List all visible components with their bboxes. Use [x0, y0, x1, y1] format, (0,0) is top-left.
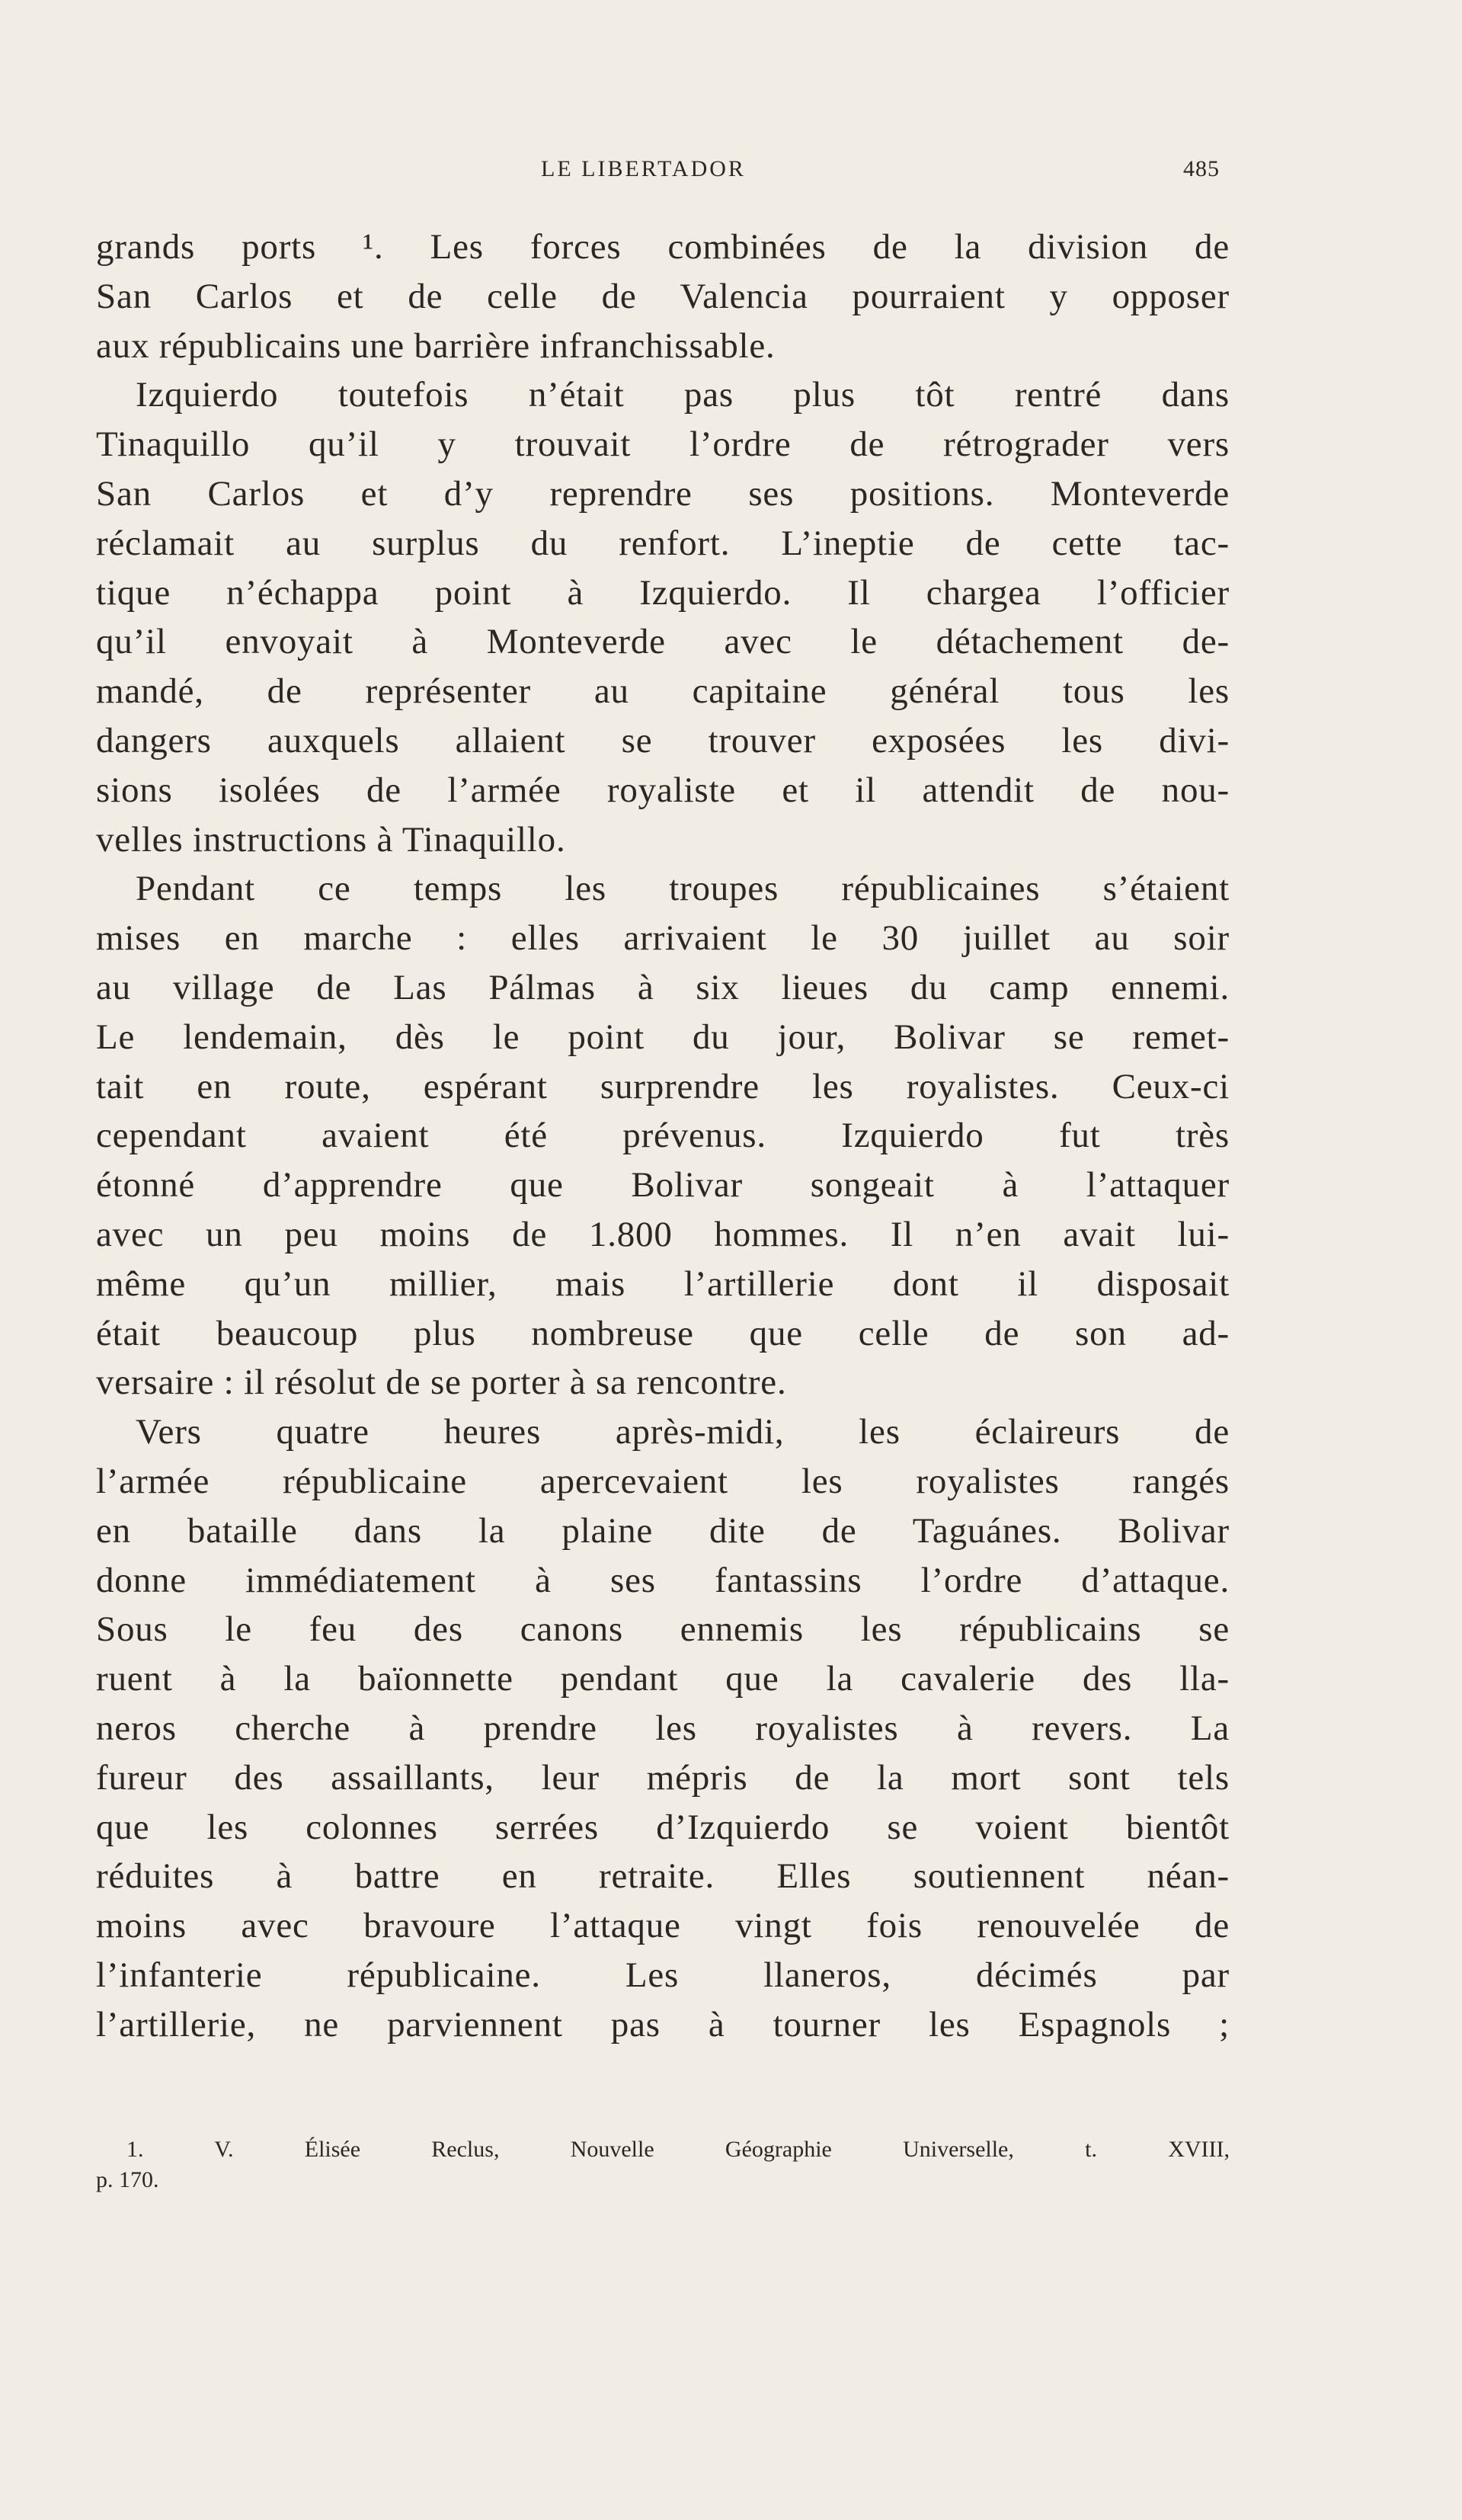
text-line: tait en route, espérant surprendre les royalistes. Ceux-ci — [96, 1066, 1230, 1106]
text-line: donne immédiatement à ses fantassins l’ordre d’attaque. — [96, 1560, 1230, 1600]
footnote — [96, 2134, 1230, 2195]
text-line: l’infanterie républicaine. Les llaneros, décimés par — [96, 1955, 1230, 1995]
text-line: Tinaquillo qu’il y trouvait l’ordre de rétrograder vers — [96, 424, 1230, 465]
text-line: réduites à battre en retraite. Elles soutiennent néan- — [96, 1856, 1230, 1897]
text-line: dangers auxquels allaient se trouver exposées les divi- — [96, 720, 1230, 760]
text-line: au village de Las Pálmas à six lieues du camp ennemi. — [96, 967, 1230, 1007]
text-line: Pendant ce temps les troupes républicaines s’étaient — [136, 869, 1230, 909]
text-line: l’artillerie, ne parviennent pas à tourner les Espagnols ; — [96, 2004, 1230, 2044]
text-line: San Carlos et de celle de Valencia pourraient y opposer — [96, 276, 1230, 316]
text-line: mandé, de représenter au capitaine général tous les — [96, 671, 1230, 712]
text-line: grands ports ¹. Les forces combinées de la division de — [96, 227, 1230, 267]
text-line: Izquierdo toutefois n’était pas plus tôt rentré dans — [136, 375, 1230, 415]
text-line: réclamait au surplus du renfort. L’ineptie de cette tac- — [96, 523, 1230, 563]
text-line: sions isolées de l’armée royaliste et il attendit de nou- — [96, 770, 1230, 810]
running-title: LE LIBERTADOR — [541, 156, 746, 181]
page-number: 485 — [1183, 156, 1220, 181]
text-line: fureur des assaillants, leur mépris de la mort sont tels — [96, 1757, 1230, 1798]
text-line: neros cherche à prendre les royalistes à revers. La — [96, 1708, 1230, 1748]
running-head — [0, 156, 1462, 187]
text-line: en bataille dans la plaine dite de Taguánes. Bolivar — [96, 1510, 1230, 1551]
text-line: tique n’échappa point à Izquierdo. Il chargea l’officier — [96, 572, 1230, 613]
text-line: aux républicains une barrière infranchissable. — [96, 325, 776, 366]
text-line: moins avec bravoure l’attaque vingt fois renouvelée de — [96, 1906, 1230, 1946]
body-text — [96, 223, 1230, 2049]
text-line: ruent à la baïonnette pendant que la cavalerie des lla- — [96, 1659, 1230, 1699]
text-line: Sous le feu des canons ennemis les républicains se — [96, 1609, 1230, 1650]
text-line: que les colonnes serrées d’Izquierdo se voient bientôt — [96, 1807, 1230, 1847]
text-line: avec un peu moins de 1.800 hommes. Il n’en avait lui- — [96, 1214, 1230, 1254]
text-line: San Carlos et d’y reprendre ses positions. Monteverde — [96, 473, 1230, 514]
text-line: même qu’un millier, mais l’artillerie dont il disposait — [96, 1263, 1230, 1304]
text-line: Vers quatre heures après-midi, les éclaireurs de — [136, 1412, 1230, 1452]
text-line: étonné d’apprendre que Bolivar songeait à l’attaquer — [96, 1165, 1230, 1206]
text-line: velles instructions à Tinaquillo. — [96, 819, 566, 860]
text-line: versaire : il résolut de se porter à sa rencontre. — [96, 1362, 787, 1403]
text-line: l’armée républicaine apercevaient les royalistes rangés — [96, 1461, 1230, 1501]
footnote-line: 1. V. Élisée Reclus, Nouvelle Géographie Universelle, t. XVIII, — [126, 2137, 1230, 2162]
text-line: qu’il envoyait à Monteverde avec le détachement de- — [96, 622, 1230, 662]
text-line: cependant avaient été prévenus. Izquierdo fut très — [96, 1116, 1230, 1156]
text-line: était beaucoup plus nombreuse que celle de son ad- — [96, 1313, 1230, 1353]
text-line: mises en marche : elles arrivaient le 30 juillet au soir — [96, 918, 1230, 959]
text-line: Le lendemain, dès le point du jour, Bolivar se remet- — [96, 1017, 1230, 1057]
footnote-line: p. 170. — [96, 2167, 159, 2192]
